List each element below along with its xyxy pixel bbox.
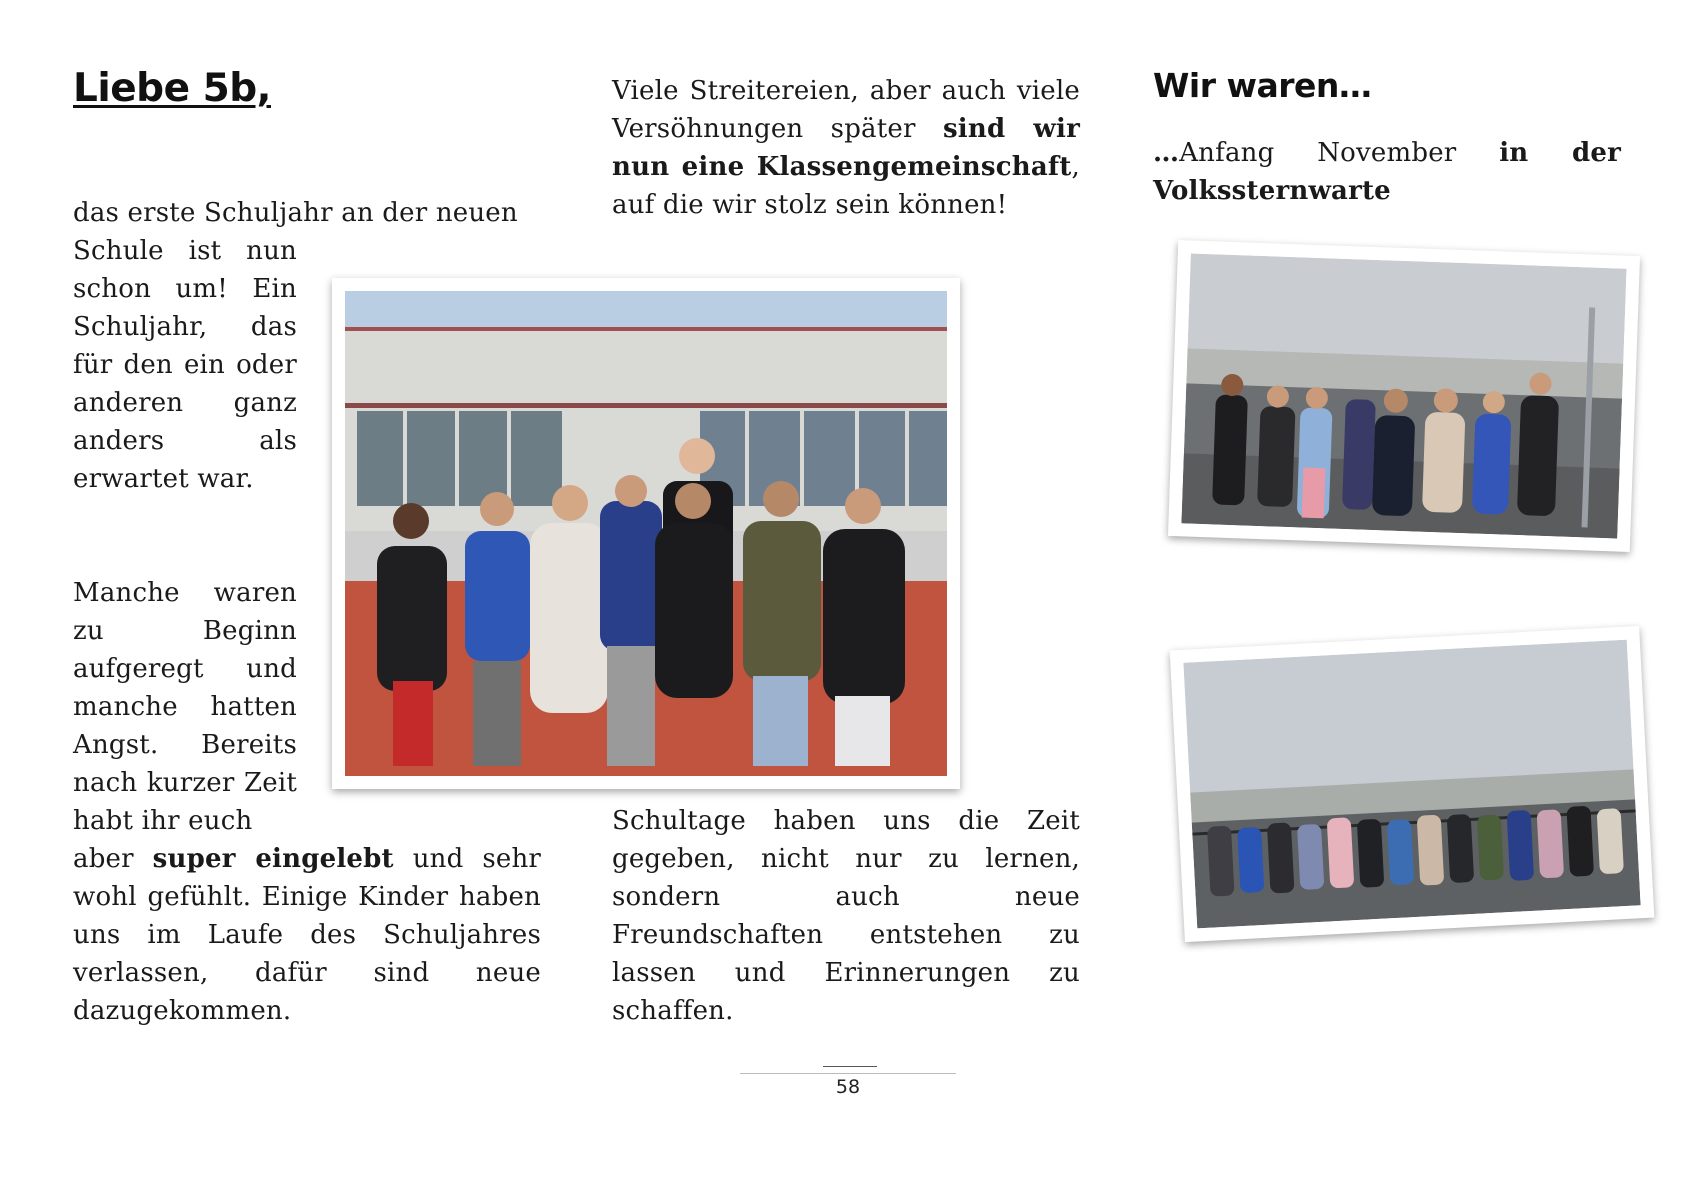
- observatory-group-photo: [1168, 240, 1640, 552]
- bold-text: sind wir nun eine Klassengemeinschaft: [612, 114, 1080, 182]
- text-run: Viele Streitereien, aber auch viele Versöhnungen später: [612, 76, 1080, 144]
- text-run: und sehr wohl gefühlt. Einige Kinder haben uns im Laufe des Schuljahres verlassen, dafür sind neue dazugekommen.: [73, 844, 542, 1026]
- text-run: Anfang November: [1179, 138, 1457, 168]
- text-run: aber: [73, 844, 134, 874]
- observatory-rooftop-photo: [1170, 626, 1655, 942]
- intro-first-line: das erste Schuljahr an der neuen: [73, 198, 518, 228]
- observatory-group-photo-image: [1181, 253, 1626, 538]
- text-run: , auf die wir stolz sein können!: [612, 152, 1080, 220]
- class-photo: [332, 278, 960, 789]
- page-number-rule-long: [740, 1073, 956, 1074]
- section-heading: Wir waren…: [1153, 66, 1372, 105]
- bold-text: in der Volkssternwarte: [1153, 138, 1621, 206]
- bold-text: super eingelebt: [152, 844, 394, 874]
- paragraph-class-community: [612, 72, 1080, 224]
- trip-intro: [1153, 134, 1621, 210]
- paragraph-school-days: Schultage haben uns die Zeit gegeben, nicht nur zu lernen, sondern auch neue Freundschaften entstehen zu lassen und Erinnerungen zu schaffen.: [612, 806, 1080, 1026]
- class-photo-image: [345, 291, 947, 776]
- paragraph-settling-in-continued: [73, 840, 541, 1030]
- page-heading: Liebe 5b,: [73, 66, 271, 111]
- page-number-rule-short: [823, 1066, 877, 1067]
- trip-intro-line: [1153, 134, 1621, 210]
- observatory-rooftop-photo-image: [1183, 640, 1640, 929]
- paragraph-settling-in: Manche waren zu Beginn aufgeregt und manche hatten Angst. Bereits nach kurzer Zeit habt ihr euch: [73, 578, 297, 836]
- intro-paragraph: Schule ist nun schon um! Ein Schuljahr, das für den ein oder anderen ganz anders als erwartet war.: [73, 236, 297, 494]
- page-number: 58: [835, 1076, 861, 1098]
- bold-text: …: [1153, 138, 1180, 168]
